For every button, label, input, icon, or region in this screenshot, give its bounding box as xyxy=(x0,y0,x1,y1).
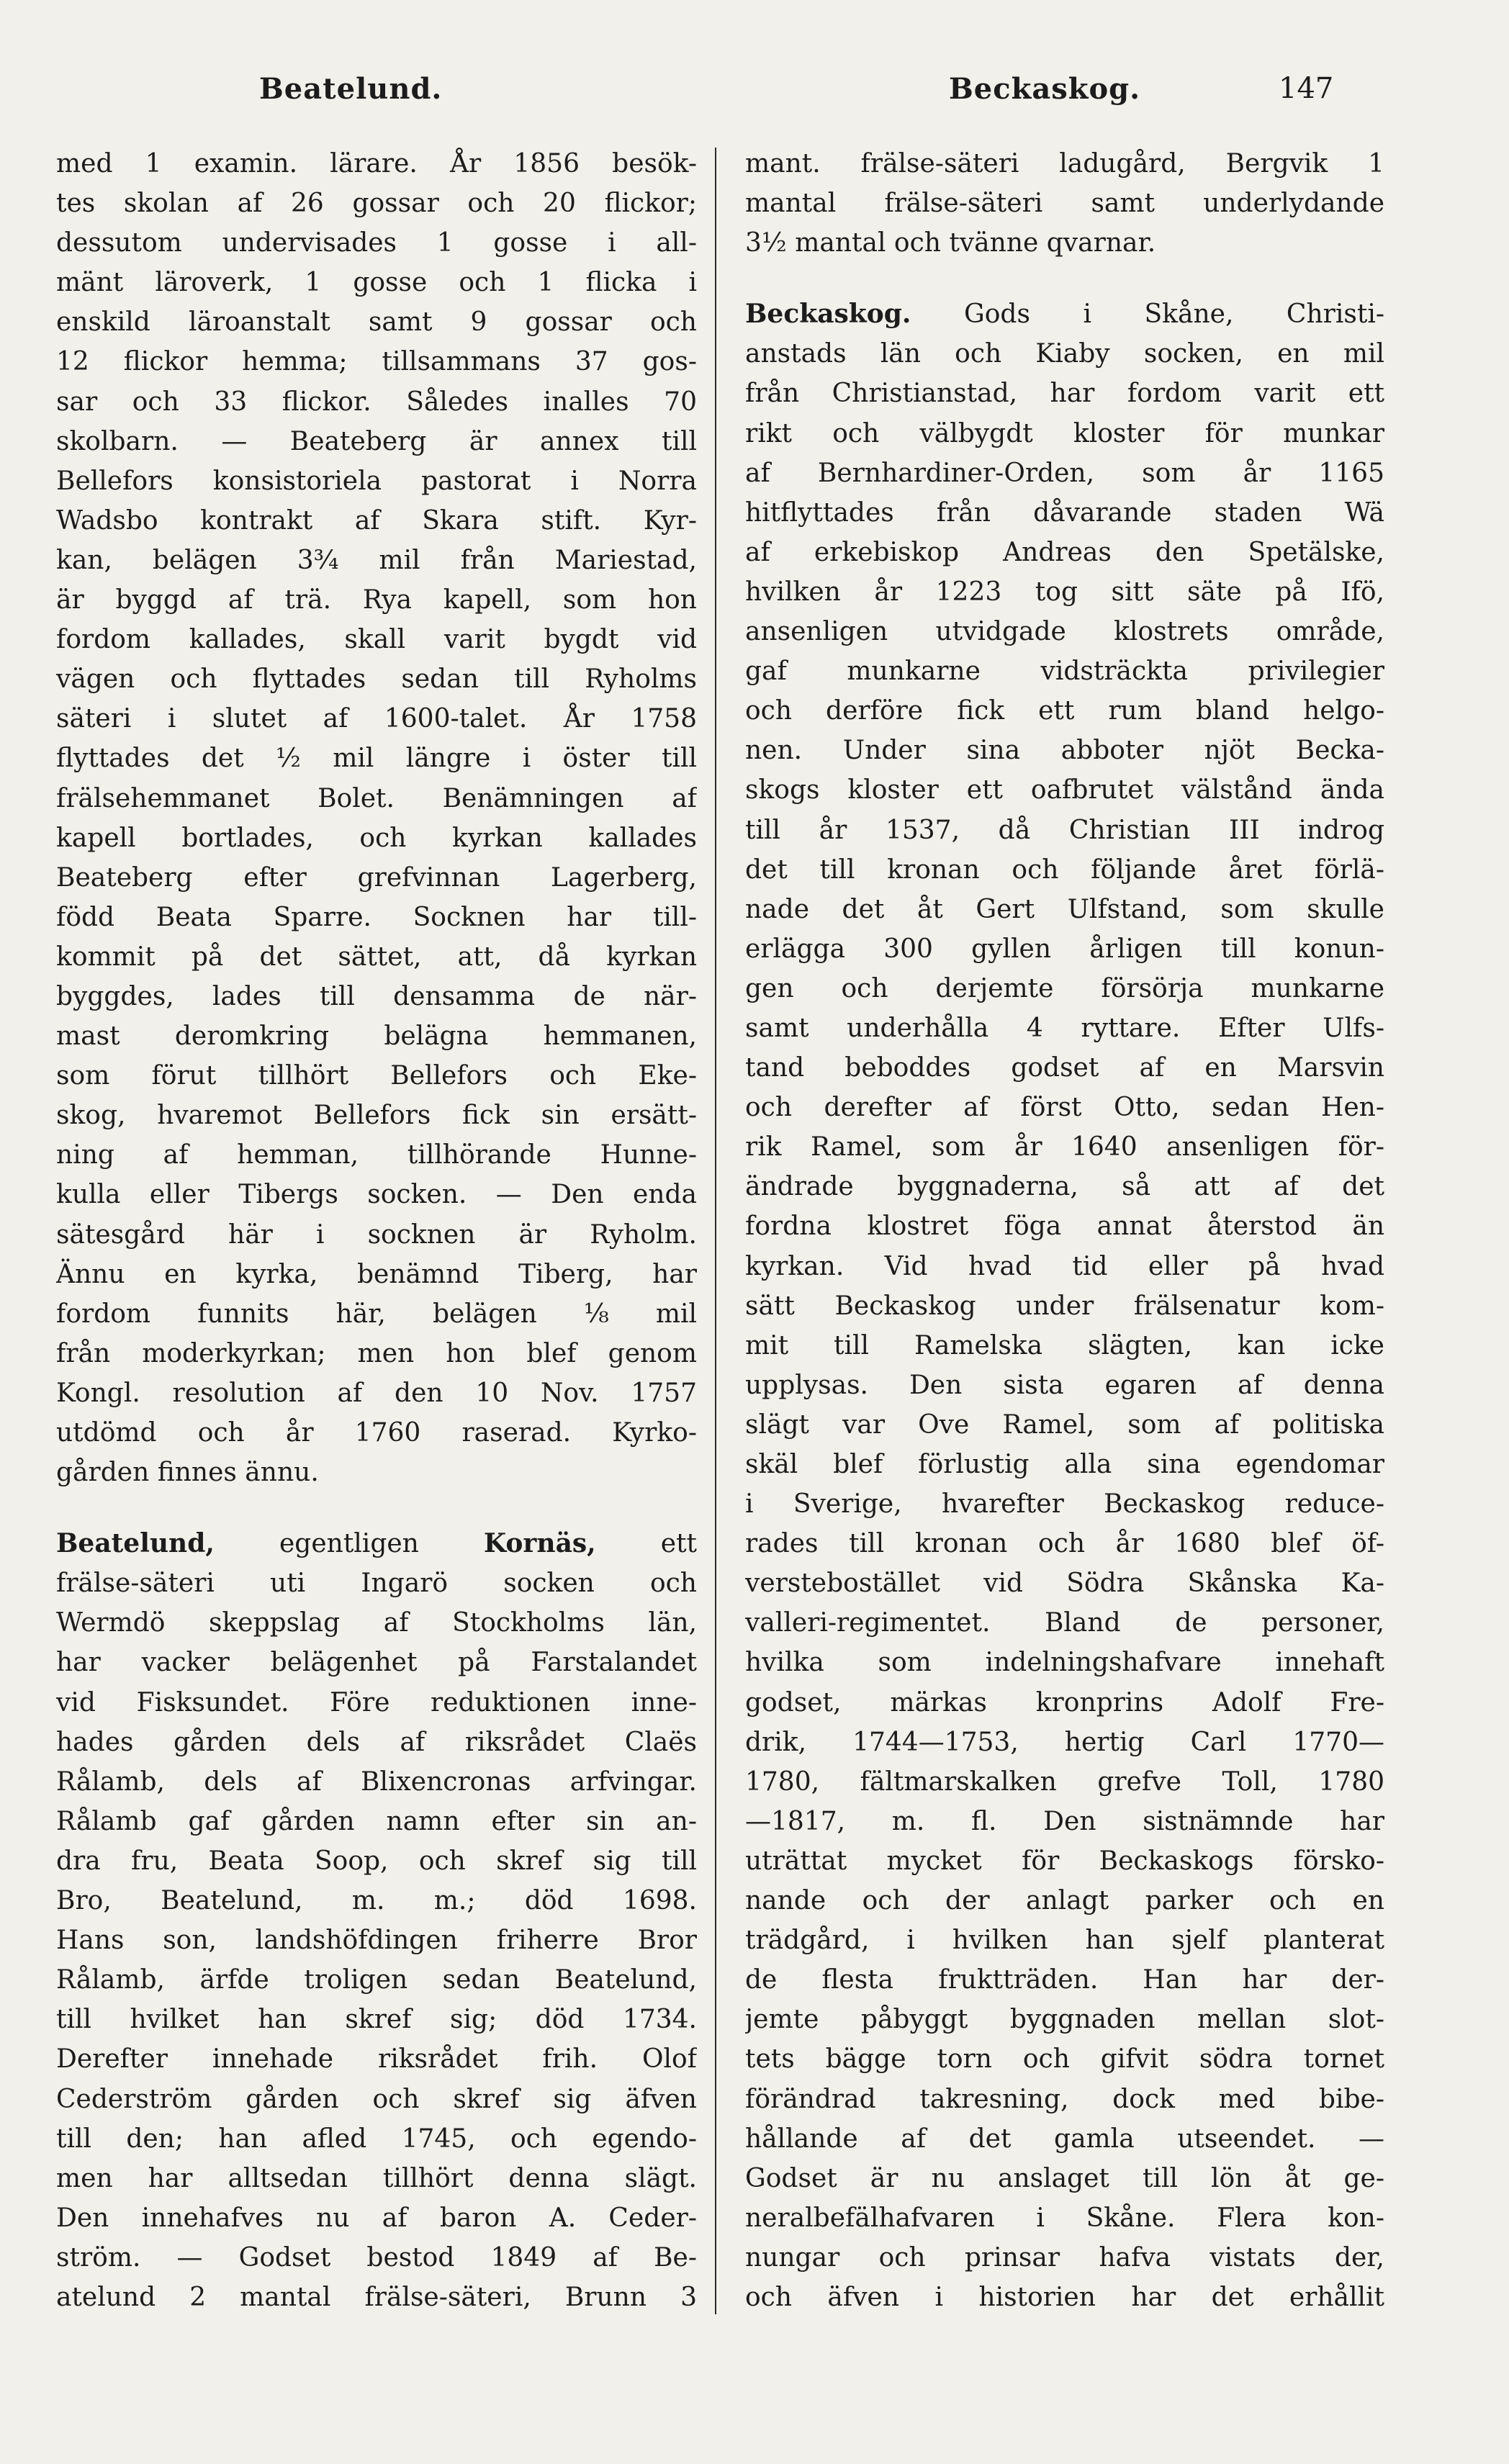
running-head-left: Beatelund. xyxy=(259,72,443,106)
text-line: mant. frälse-säteri ladugård, Bergvik 1 xyxy=(745,149,1384,179)
text-line: Rålamb, dels af Blixencronas arfvingar. xyxy=(56,1766,697,1797)
text-line: gaf munkarne vidsträckta privilegier xyxy=(745,656,1384,687)
text-line: upplysas. Den sista egaren af denna xyxy=(745,1370,1384,1400)
text-line: enskild läroanstalt samt 9 gossar och xyxy=(56,307,697,338)
text-line: Bro, Beatelund, m. m.; död 1698. xyxy=(56,1886,697,1916)
text-line: frälsehemmanet Bolet. Benämningen af xyxy=(56,783,697,813)
text-line: är byggd af trä. Rya kapell, som hon xyxy=(56,585,697,615)
text-line: till den; han afled 1745, och egendo- xyxy=(56,2124,697,2154)
text-line: ansenligen utvidgade klostrets område, xyxy=(745,617,1384,647)
text-line: som förut tillhört Bellefors och Eke- xyxy=(56,1061,697,1091)
text-line: dra fru, Beata Soop, och skref sig till xyxy=(56,1846,697,1876)
text-line: det till kronan och följande året förlä- xyxy=(745,854,1384,885)
text-line: förändrad takresning, dock med bibe- xyxy=(745,2084,1384,2114)
text-line: och derefter af först Otto, sedan Hen- xyxy=(745,1093,1384,1123)
left-paragraph-beateberg xyxy=(56,144,697,1492)
text-line: fordom kallades, skall varit bygdt vid xyxy=(56,625,697,655)
text-line: flyttades det ½ mil längre i öster till xyxy=(56,744,697,774)
text-line: sar och 33 flickor. Således inalles 70 xyxy=(56,387,697,417)
text-line: Wadsbo kontrakt af Skara stift. Kyr- xyxy=(56,505,697,536)
text-line: anstads län och Kiaby socken, en mil xyxy=(745,339,1384,369)
text-line: kulla eller Tibergs socken. — Den enda xyxy=(56,1180,697,1210)
page-number: 147 xyxy=(1279,72,1334,105)
text-line: hvilken år 1223 tog sitt säte på Ifö, xyxy=(745,577,1384,607)
text-line: kyrkan. Vid hvad tid eller på hvad xyxy=(745,1251,1384,1281)
paragraph-lead-line xyxy=(745,294,1384,334)
text-line: mantal frälse-säteri samt underlydande xyxy=(745,189,1384,219)
text-line: slägt var Ove Ramel, som af politiska xyxy=(745,1409,1384,1440)
text-line: Rålamb, ärfde troligen sedan Beatelund, xyxy=(56,1965,697,1995)
text-line: Cederström gården och skref sig äfven xyxy=(56,2084,697,2114)
text-line: från moderkyrkan; men hon blef genom xyxy=(56,1338,697,1368)
right-paragraph-continuation xyxy=(745,144,1384,263)
paragraph-gap xyxy=(56,1492,697,1524)
text-line: mänt läroverk, 1 gosse och 1 flicka i xyxy=(56,268,697,298)
text-line: verstebostället vid Södra Skånska Ka- xyxy=(745,1569,1384,1599)
paragraph-gap xyxy=(745,263,1384,294)
text-line: ström. — Godset bestod 1849 af Be- xyxy=(56,2242,697,2273)
text-line: hades gården dels af riksrådet Claës xyxy=(56,1727,697,1757)
text-line: Bellefors konsistoriela pastorat i Norra xyxy=(56,466,697,496)
text-line: nande och der anlagt parker och en xyxy=(745,1886,1384,1916)
text-line: utdömd och år 1760 raserad. Kyrko- xyxy=(56,1418,697,1448)
text-line: gården finnes ännu. xyxy=(56,1458,319,1488)
text-line: Rålamb gaf gården namn efter sin an- xyxy=(56,1806,697,1836)
text-line: med 1 examin. lärare. År 1856 besök- xyxy=(56,149,697,179)
paragraph-lead-line xyxy=(56,1524,697,1563)
text-line: skolbarn. — Beateberg är annex till xyxy=(56,426,697,456)
text-line: af erkebiskop Andreas den Spetälske, xyxy=(745,537,1384,567)
running-head-right: Beckaskog. xyxy=(949,72,1141,106)
text-line: Derefter innehade riksrådet frih. Olof xyxy=(56,2044,697,2075)
text-line: mast deromkring belägna hemmanen, xyxy=(56,1021,697,1052)
text-line: gen och derjemte försörja munkarne xyxy=(745,973,1384,1003)
text-line: —1817, m. fl. Den sistnämnde har xyxy=(745,1806,1384,1836)
text-line: hitflyttades från dåvarande staden Wä xyxy=(745,497,1384,528)
text-line: 3½ mantal och tvänne qvarnar. xyxy=(745,228,1156,258)
text-line: skog, hvaremot Bellefors fick sin ersätt- xyxy=(56,1101,697,1131)
text-line: men har alltsedan tillhört denna slägt. xyxy=(56,2163,697,2193)
text-line: af Bernhardiner-Orden, som år 1165 xyxy=(745,458,1384,488)
text-line: rik Ramel, som år 1640 ansenligen för- xyxy=(745,1132,1384,1163)
entry-keyword: Beatelund, xyxy=(56,1528,215,1559)
text-line: fordna klostret föga annat återstod än xyxy=(745,1211,1384,1242)
text-line: säteri i slutet af 1600-talet. År 1758 xyxy=(56,704,697,734)
text-line: mit till Ramelska slägten, kan icke xyxy=(745,1330,1384,1360)
text-line: jemte påbyggt byggnaden mellan slot- xyxy=(745,2005,1384,2035)
text-line: de flesta fruktträden. Han har der- xyxy=(745,1965,1384,1995)
text-line: ning af hemman, tillhörande Hunne- xyxy=(56,1140,697,1170)
text-line: Hans son, landshöfdingen friherre Bror xyxy=(56,1926,697,1956)
left-column xyxy=(56,144,697,2317)
entry-keyword-alt: Kornäs, xyxy=(483,1528,596,1559)
text-line: godset, märkas kronprins Adolf Fre- xyxy=(745,1687,1384,1718)
text-line: valleri-regimentet. Bland de personer, xyxy=(745,1608,1384,1638)
text-line: hvilka som indelningshafvare innehaft xyxy=(745,1648,1384,1678)
text-line: skogs kloster ett oafbrutet välstånd ända xyxy=(745,775,1384,805)
text-line: nungar och prinsar hafva vistats der, xyxy=(745,2242,1384,2273)
text-line: neralbefälhafvaren i Skåne. Flera kon- xyxy=(745,2203,1384,2233)
text-line: Ännu en kyrka, benämnd Tiberg, har xyxy=(56,1259,697,1289)
column-divider xyxy=(715,148,716,2314)
text-line: kommit på det sättet, att, då kyrkan xyxy=(56,942,697,972)
text-line: rikt och välbygdt kloster för munkar xyxy=(745,418,1384,448)
text-line: drik, 1744—1753, hertig Carl 1770— xyxy=(745,1727,1384,1757)
text-line: dessutom undervisades 1 gosse i all- xyxy=(56,228,697,258)
text-line: hållande af det gamla utseendet. — xyxy=(745,2124,1384,2154)
text-line: 12 flickor hemma; tillsammans 37 gos- xyxy=(56,347,697,377)
text-line: Kongl. resolution af den 10 Nov. 1757 xyxy=(56,1378,697,1408)
text-line: född Beata Sparre. Socknen har till- xyxy=(56,902,697,932)
text-line: Wermdö skeppslag af Stockholms län, xyxy=(56,1608,697,1638)
text-line: kapell bortlades, och kyrkan kallades xyxy=(56,823,697,853)
text-line: till år 1537, då Christian III indrog xyxy=(745,815,1384,845)
text-line: frälse-säteri uti Ingarö socken och xyxy=(56,1569,697,1599)
lead-text: egentligen xyxy=(214,1529,484,1559)
text-line: atelund 2 mantal frälse-säteri, Brunn 3 xyxy=(56,2282,697,2312)
text-line: erlägga 300 gyllen årligen till konun- xyxy=(745,934,1384,964)
text-line: sätt Beckaskog under frälsenatur kom- xyxy=(745,1291,1384,1321)
text-line: tand beboddes godset af en Marsvin xyxy=(745,1053,1384,1083)
text-line: vägen och flyttades sedan till Ryholms xyxy=(56,664,697,695)
entry-keyword: Beckaskog. xyxy=(745,299,911,330)
text-line: i Sverige, hvarefter Beckaskog reduce- xyxy=(745,1489,1384,1520)
text-line: har vacker belägenhet på Farstalandet xyxy=(56,1648,697,1678)
text-line: Godset är nu anslaget till lön åt ge- xyxy=(745,2163,1384,2193)
text-line: nen. Under sina abboter njöt Becka- xyxy=(745,736,1384,766)
text-line: kan, belägen 3¾ mil från Mariestad, xyxy=(56,545,697,575)
text-line: skäl blef förlustig alla sina egendomar xyxy=(745,1450,1384,1479)
text-line: samt underhålla 4 ryttare. Efter Ulfs- xyxy=(745,1013,1384,1043)
text-line: vid Fisksundet. Före reduktionen inne- xyxy=(56,1687,697,1718)
lead-text: Gods i Skåne, Christi- xyxy=(911,299,1384,330)
text-line: uträttat mycket för Beckaskogs försko- xyxy=(745,1846,1384,1876)
text-line: sätesgård här i socknen är Ryholm. xyxy=(56,1219,697,1250)
text-line: ändrade byggnaderna, så att af det xyxy=(745,1172,1384,1202)
text-line: tets bägge torn och gifvit södra tornet xyxy=(745,2044,1384,2075)
right-paragraph-beckaskog xyxy=(745,294,1384,2317)
left-paragraph-beatelund xyxy=(56,1524,697,2317)
text-line: nade det åt Gert Ulfstand, som skulle xyxy=(745,894,1384,924)
text-line: Beateberg efter grefvinnan Lagerberg, xyxy=(56,862,697,893)
lead-text-rest: ett xyxy=(595,1529,697,1559)
text-line: rades till kronan och år 1680 blef öf- xyxy=(745,1529,1384,1559)
text-line: till hvilket han skref sig; död 1734. xyxy=(56,2005,697,2035)
right-column xyxy=(745,144,1384,2317)
text-line: 1780, fältmarskalken grefve Toll, 1780 xyxy=(745,1766,1384,1797)
text-line: från Christianstad, har fordom varit ett xyxy=(745,379,1384,409)
text-line: byggdes, lades till densamma de när- xyxy=(56,981,697,1011)
text-line: trädgård, i hvilken han sjelf planterat xyxy=(745,1926,1384,1956)
text-line: och äfven i historien har det erhållit xyxy=(745,2282,1384,2312)
text-line: Den innehafves nu af baron A. Ceder- xyxy=(56,2203,697,2233)
text-line: tes skolan af 26 gossar och 20 flickor; xyxy=(56,189,697,219)
text-line: fordom funnits här, belägen ⅛ mil xyxy=(56,1299,697,1329)
text-line: och derföre fick ett rum bland helgo- xyxy=(745,696,1384,726)
